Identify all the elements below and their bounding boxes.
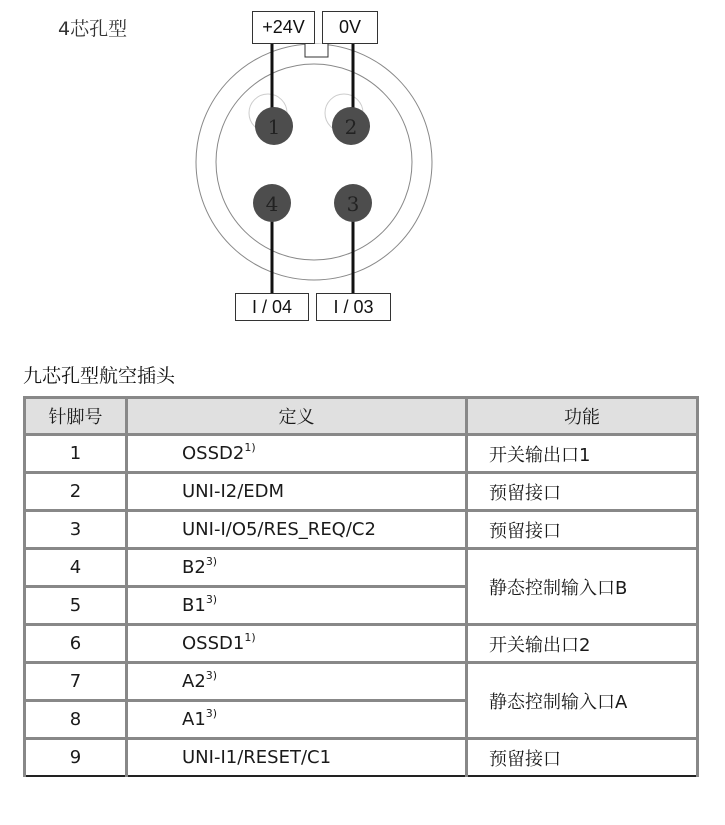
table-row: 2 UNI-I2/EDM 预留接口 [25,473,698,511]
svg-text:3: 3 [346,192,360,216]
table-row: 9 UNI-I1/RESET/C1 预留接口 [25,739,698,777]
connector4-title: 4芯孔型 [58,18,128,40]
label-io3: I / 03 [316,293,391,321]
label-io4: I / 04 [235,293,309,321]
connector4-diagram [0,0,725,340]
pin-4 [253,184,291,222]
outer-ring [196,44,432,280]
svg-text:2: 2 [344,115,358,139]
table-row: 6 OSSD1$^{1)}$ 开关输出口2 [25,625,698,663]
label-24v: +24V [252,11,315,44]
label-0v: 0V [322,11,378,44]
header-function: 功能 [467,398,698,435]
table-row: 5 B1$^{3)}$ [25,587,698,625]
table-row: 7 A2$^{3)}$ 静态控制输入口A [25,663,698,701]
key-notch [305,44,328,57]
inner-ring [216,64,412,260]
header-definition: 定义 [127,398,467,435]
header-pin: 针脚号 [25,398,127,435]
table-row: 3 UNI-I/O5/RES_REQ/C2 预留接口 [25,511,698,549]
table-header [25,398,698,435]
svg-text:1: 1 [267,115,281,139]
connector9-title: 九芯孔型航空插头 [23,365,176,387]
pin-2 [332,107,370,145]
table-row: 1 OSSD2$^{1)}$ 开关输出口1 [25,435,698,473]
table-row: 4 B2$^{3)}$ 静态控制输入口B [25,549,698,587]
table-row: 8 A1$^{3)}$ [25,701,698,739]
svg-text:4: 4 [265,192,279,216]
pin-table [23,396,699,777]
pin-1 [255,107,293,145]
pin-3 [334,184,372,222]
